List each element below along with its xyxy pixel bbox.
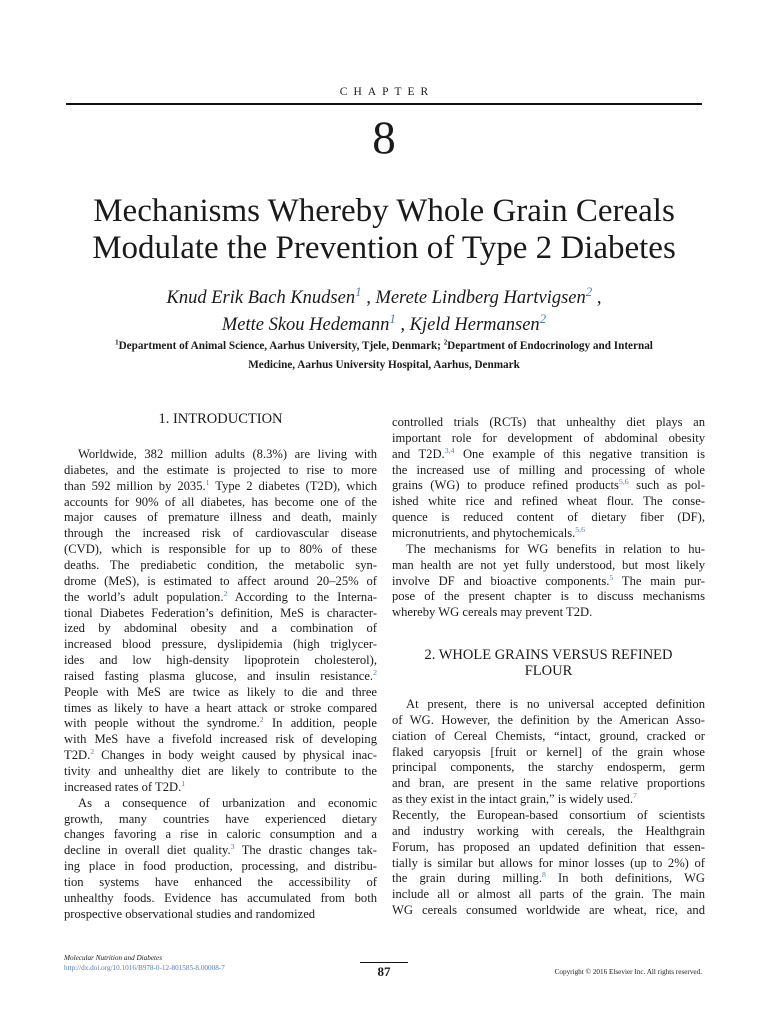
body-text: Recently, the European-based consortium of scientists [392,807,705,822]
body-text: According to the Interna- [227,589,377,604]
body-text: through the increased risk of cardiovascular disease [64,526,377,541]
body-text-line [392,446,705,462]
author-affiliation-mark[interactable]: 2 [539,310,547,326]
author-name: Knud Erik Bach Knudsen [166,288,356,308]
body-text-line [392,414,705,430]
body-text: grains (WG) to produce refined products [392,478,619,493]
chapter-title [40,193,728,267]
page-number: 87 [360,962,408,980]
body-text-line [64,795,377,811]
body-text-line [64,715,377,731]
body-text: Type 2 diabetes (T2D), which [209,478,377,493]
citation-link[interactable]: 5 [609,572,614,582]
body-text: The drastic changes tak- [234,843,377,858]
body-text-line [392,759,705,775]
body-text: quence is reduced content of dietary fiber (DF), [392,510,705,525]
body-text-line [64,494,377,510]
body-text: People with MeS are twice as likely to die and three [64,684,377,699]
body-text: The mechanisms for WG benefits in relation to hu- [406,541,705,556]
body-text-line [64,605,377,621]
body-text-line [392,855,705,871]
body-text-line [64,557,377,573]
citation-link[interactable]: 1 [181,778,186,788]
body-text-line [392,839,705,855]
body-text: accounts for 90% of all diabetes, has become one of the [64,494,377,509]
body-text-line [64,462,377,478]
author-affiliation-mark[interactable]: 1 [389,310,396,326]
affiliations [70,337,698,375]
body-text: changes favoring a rise in caloric consumption and a [64,827,377,842]
author-list [40,285,728,339]
author-name: Kjeld Hermansen [409,315,540,335]
body-text-line [64,478,377,494]
body-text: In both definitions, WG [545,871,706,886]
body-text-line [64,509,377,525]
section-heading-whole-grains-line-2: FLOUR [524,663,573,679]
body-text-line [392,902,705,918]
body-text: One example of this negative transition is [454,446,705,461]
body-text: and industry working with cereals, the Healthgrain [392,823,705,838]
body-text-line [64,811,377,827]
body-text-line [392,791,705,807]
body-text: such as pol- [628,478,705,493]
body-text-line [392,886,705,902]
body-text: Worldwide, 382 million adults (8.3%) are living with [78,447,377,461]
body-text: major causes of premature illness and death, mainly [64,510,377,525]
author-name: Mette Skou Hedemann [221,315,390,335]
body-text-line [64,620,377,636]
body-text-line [64,874,377,890]
body-text-line [392,604,705,620]
body-text: raised fasting plasma glucose, and insulin resistance. [64,668,374,683]
body-text-line [392,462,705,478]
author-name: Merete Lindberg Hartvigsen [375,288,586,308]
body-text: the grain during milling. [392,871,543,886]
body-text-line [392,775,705,791]
body-text: with people without the syndrome. [64,716,260,731]
author-line-2: Mette Skou Hedemann$^1$ , Kjeld Hermansen$^2$ [221,310,547,335]
body-text: with MeS have a fivefold increased risk of developing [64,732,377,747]
author-affiliation-mark[interactable]: 1 [355,283,362,299]
body-text-line [64,573,377,589]
citation-link[interactable]: 5,6 [618,477,629,487]
body-text: micronutrients, and phytochemicals. [392,525,576,540]
body-text: decline in overall diet quality. [64,843,231,858]
body-text-line [392,509,705,525]
body-text-line [392,870,705,886]
body-text: deaths. The prediabetic condition, the metabolic syn- [64,557,377,572]
footer-journal-title: Molecular Nutrition and Diabetes [64,954,163,962]
body-text: whereby WG cereals may prevent T2D. [392,605,593,620]
body-text-line [64,842,377,858]
body-text-line [392,696,705,712]
footer-copyright: Copyright © 2016 Elsevier Inc. All rights reserved. [554,968,702,976]
body-text: WG cereals consumed worldwide are wheat, rice, and [392,903,705,918]
body-text-line [392,588,705,604]
body-text: ished white rice and refined wheat flour. The conse- [392,494,705,509]
chapter-label: CHAPTER [339,86,435,98]
body-text: tivity and unhealthy diet are likely to contribute to the [64,764,377,778]
body-text: unhealthy foods. Evidence has accumulated from both [64,890,377,905]
citation-link[interactable]: 2 [259,715,264,725]
body-text-line [64,763,377,779]
body-text-line [392,728,705,744]
body-text: tion systems have enhanced the accessibility of [64,874,377,889]
body-text: Forum, has proposed an updated definition that essen- [392,839,705,854]
body-text: flaked caryopsis [fruit or kernel] of the grain whose [392,744,705,759]
body-text: ides and low high-density lipoprotein cholesterol), [64,653,377,668]
body-text: of WG. However, the definition by the American Asso- [392,712,705,727]
body-text: times as likely to have a heart attack or stroke compared [64,700,377,715]
body-text: At present, there is no universal accepted definition [406,697,705,711]
body-text-line [392,525,705,541]
body-text: controlled trials (RCTs) that unhealthy diet plays an [392,415,705,429]
affiliation-text: Department of Endocrinology and Internal [447,340,653,352]
body-text-line [64,684,377,700]
body-text: pose of the present chapter is to discuss mechanisms [392,589,705,604]
body-text: ized by abdominal obesity and a combination of [64,621,377,636]
affiliation-mark: 1 [115,338,119,347]
body-text: ing place in food production, processing, and distribu- [64,859,377,874]
body-text-line [64,636,377,652]
body-text: involve DF and bioactive components. [392,573,610,588]
body-text: the world’s adult population. [64,589,224,604]
footer-citation [64,953,225,973]
body-text: the increased use of milling and processing of whole [392,462,705,477]
chapter-number: 8 [372,112,396,164]
body-text-line [392,541,705,557]
section-heading-whole-grains [392,647,705,663]
body-text: important role for development of abdominal obesity [392,430,705,445]
body-text-line [64,747,377,763]
body-text: man health are not yet fully understood, but most likely [392,557,705,572]
body-text: diabetes, and the estimate is projected to rise to more [64,462,377,477]
body-text-line [64,525,377,541]
body-text: T2D. [64,748,91,763]
body-text-line [64,906,377,922]
body-text: and bran, are present in the same relative proportions [392,776,705,791]
section-heading-introduction: 1. INTRODUCTION [158,411,283,427]
body-text-line [64,541,377,557]
affiliation-line-1 [70,337,698,356]
affiliation-text: Department of Animal Science, Aarhus University, Tjele, Denmark; [118,340,444,352]
author-affiliation-mark[interactable]: 2 [585,283,593,299]
affiliation-mark: 2 [443,338,448,347]
footer-doi-link[interactable]: http://dx.doi.org/10.1016/B978-0-12-801585-8.00008-7 [64,964,225,972]
body-text-line [392,573,705,589]
body-text-line [392,807,705,823]
header-rule [66,103,702,105]
body-text-line [392,430,705,446]
body-text: growth, many countries have experienced dietary [64,811,377,826]
affiliation-line-2: Medicine, Aarhus University Hospital, Aarhus, Denmark [248,359,520,371]
body-text: than 592 million by 2035. [64,478,206,493]
citation-link[interactable]: 3,4 [444,445,455,455]
body-text: tional Diabetes Federation’s definition, MeS is character- [64,605,377,620]
citation-link[interactable]: 3 [230,842,235,852]
body-text-line [392,493,705,509]
body-text: (CVD), which is responsible for up to 80% of these [64,542,377,557]
citation-link[interactable]: 7 [632,790,637,800]
body-text: As a consequence of urbanization and economic [78,795,377,810]
body-text-line [64,826,377,842]
body-text-line [392,744,705,760]
body-text: increased rates of T2D. [64,779,182,794]
body-text-line [64,890,377,906]
body-text: tially is similar but allows for minor losses (up to 2%) of [392,855,705,870]
citation-link[interactable]: 2 [223,588,228,598]
body-text: In addition, people [263,716,377,731]
body-text: principal components, the starchy endosperm, germ [392,760,705,775]
body-text: as they exist in the intact grain,” is widely used. [392,792,633,807]
author-line-1: Knud Erik Bach Knudsen$^1$ , Merete Lindberg Hartvigsen$^2$ , [166,283,602,308]
body-text-line [392,477,705,493]
chapter-title-line-2: Modulate the Prevention of Type 2 Diabetes [92,230,676,266]
body-text: prospective observational studies and randomized [64,906,316,921]
body-text-line [392,823,705,839]
citation-link[interactable]: 1 [205,477,210,487]
body-text-line [64,446,377,462]
body-text-line [64,700,377,716]
body-text-line [64,731,377,747]
body-text: Changes in body weight caused by physical inac- [94,748,377,763]
body-text: ciation of Cereal Chemists, “intact, ground, cracked or [392,728,705,743]
body-text-line [64,589,377,605]
chapter-title-line-1: Mechanisms Whereby Whole Grain Cereals [93,193,675,229]
body-text-line [392,712,705,728]
citation-link[interactable]: 5,6 [575,524,586,534]
body-text: increased blood pressure, dyslipidemia (high triglycer- [64,637,377,652]
body-text-line [392,557,705,573]
body-text: drome (MeS), is estimated to affect around 20–25% of [64,573,377,588]
citation-link[interactable]: 2 [373,667,377,677]
body-text-line [64,668,377,684]
body-text-line [64,858,377,874]
body-text: include all or almost all parts of the grain. The main [392,887,705,902]
citation-link[interactable]: 8 [542,870,546,880]
body-text-line [64,779,377,795]
section-heading-line: 2. WHOLE GRAINS VERSUS REFINED [424,647,673,663]
body-text: The main pur- [613,573,705,588]
body-text-line [64,652,377,668]
citation-link[interactable]: 2 [90,746,95,756]
body-text: and T2D. [392,446,445,461]
